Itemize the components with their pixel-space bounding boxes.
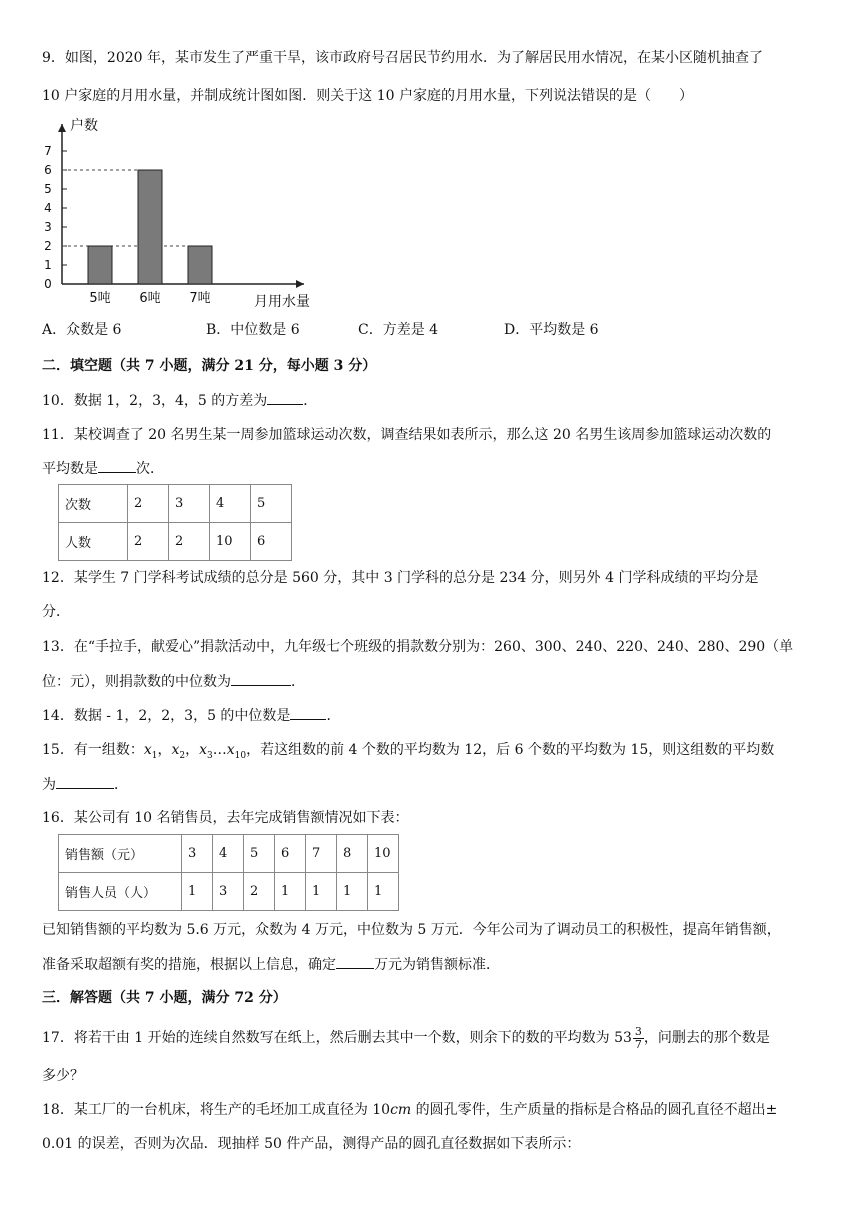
x-tick-label: 7吨 (189, 291, 211, 306)
q10-end: ． (303, 393, 318, 409)
y-tick-label: 2 (44, 239, 52, 253)
q9-option-c[interactable]: C．方差是 4 (358, 322, 439, 338)
q16-line2: 已知销售额的平均数为 5.6 万元，众数为 4 万元，中位数为 5 万元．今年公司为了调动员工的积极性，提高年销售额， (42, 922, 781, 938)
q11-table (58, 484, 292, 561)
q9-option-d[interactable]: D．平均数是 6 (504, 322, 599, 338)
q18-line2: 0.01 的误差，否则为次品．现抽样 50 件产品，测得产品的圆孔直径数据如下表所示： (42, 1136, 581, 1152)
table-cell: 销售人员（人） (59, 873, 182, 911)
q11-answer-blank (98, 458, 136, 473)
bar (88, 246, 112, 284)
q14-text: 14．数据 - 1，2，2，3，5 的中位数是 (42, 708, 291, 724)
q12-line1: 12．某学生 7 门学科考试成绩的总分是 560 分，其中 3 门学科的总分是 234 分，则另外 4 门学科成绩的平均分是 (42, 570, 759, 586)
x-axis-label: 月用水量 (254, 294, 310, 310)
q15-answer-blank (56, 774, 114, 789)
q11-line2-end: 次． (136, 461, 164, 477)
q18-start: 18．某工厂的一台机床，将生产的毛坯加工成直径为 10 (42, 1102, 391, 1118)
q11-line2 (42, 458, 164, 479)
q11-line1: 11．某校调查了 20 名男生某一周参加篮球运动次数，调查结果如表所示，那么这 20 名男生该周参加篮球运动次数的 (42, 427, 772, 443)
q15-start: 15．有一组数： (42, 742, 144, 758)
table-row (59, 835, 399, 873)
q16-line3-end: 万元为销售额标准． (374, 957, 500, 973)
q13-line2 (42, 671, 305, 692)
table-cell: 6 (275, 835, 306, 873)
q18-unit: cm (390, 1102, 412, 1118)
table-cell: 4 (213, 835, 244, 873)
q14 (42, 705, 340, 726)
fraction-numerator: 3 (634, 1024, 642, 1038)
q13-answer-blank (231, 671, 291, 686)
table-cell: 8 (337, 835, 368, 873)
q9-options (42, 320, 842, 340)
y-axis-arrow (58, 124, 66, 132)
mixed-fraction (633, 1026, 644, 1051)
table-cell: 2 (169, 523, 210, 561)
q15-line2-start: 为 (42, 777, 56, 793)
section2-title: 二．填空题（共 7 小题，满分 21 分，每小题 3 分） (42, 358, 377, 374)
x-axis-arrow (296, 280, 304, 288)
table-cell: 5 (251, 485, 292, 523)
table-cell: 1 (337, 873, 368, 911)
table-cell: 6 (251, 523, 292, 561)
x-tick-label: 6吨 (139, 291, 161, 306)
table-cell: 1 (368, 873, 399, 911)
table-cell: 2 (244, 873, 275, 911)
q10-text: 10．数据 1，2，3，4，5 的方差为 (42, 393, 268, 409)
q15-line2 (42, 774, 128, 795)
q17-start: 17．将若干由 1 开始的连续自然数写在纸上，然后删去其中一个数，则余下的数的平均数为 53 (42, 1030, 632, 1046)
q16-answer-blank (336, 954, 374, 969)
y-tick-label: 3 (44, 220, 52, 234)
table-cell: 次数 (59, 485, 128, 523)
y-tick-label: 4 (44, 201, 52, 215)
table-cell: 3 (169, 485, 210, 523)
q9-line1: 9．如图，2020 年，某市发生了严重干旱，该市政府号召居民节约用水．为了解居民用水情况，在某小区随机抽查了 (42, 50, 763, 66)
y-tick-label: 6 (44, 163, 52, 177)
q10-answer-blank (267, 390, 303, 405)
q9-line2: 10 户家庭的月用水量，并制成统计图如图．则关于这 10 户家庭的月用水量，下列说法错误的是（ ） (42, 88, 693, 104)
table-row (59, 523, 292, 561)
table-cell: 销售额（元） (59, 835, 182, 873)
table-cell: 3 (213, 873, 244, 911)
table-cell: 7 (306, 835, 337, 873)
q18-end: 的圆孔零件，生产质量的指标是合格品的圆孔直径不超出± (411, 1102, 778, 1118)
y-tick-label: 5 (44, 182, 52, 196)
q15-middle: ，若这组数的前 4 个数的平均数为 12，后 6 个数的平均数为 15，则这组数的平均数 (246, 742, 775, 758)
y-tick-label: 0 (44, 277, 52, 291)
table-cell: 5 (244, 835, 275, 873)
table-cell: 10 (210, 523, 251, 561)
q9-option-b[interactable]: B．中位数是 6 (206, 322, 300, 338)
bar (188, 246, 212, 284)
q15-line1: 15．有一组数：$x_1$，$x_2$，$x_3\dots x_{10}$，若这组数的前 4 个数的平均数为 12，后 6 个数的平均数为 15，则这组数的平均数 (42, 742, 775, 761)
y-tick-label: 7 (44, 144, 52, 158)
table-cell: 3 (182, 835, 213, 873)
table-row (59, 873, 399, 911)
q15-line2-end: ． (114, 777, 128, 793)
q11-line2-start: 平均数是 (42, 461, 98, 477)
x-tick-label: 5吨 (89, 291, 111, 306)
table-cell: 10 (368, 835, 399, 873)
table-cell: 1 (306, 873, 337, 911)
q16-line3 (42, 954, 500, 975)
table-cell: 1 (182, 873, 213, 911)
q15-var: x (143, 742, 152, 758)
y-axis-label: 户数 (70, 118, 98, 134)
q13-line1: 13．在“手拉手，献爱心”捐款活动中，九年级七个班级的捐款数分别为：260、300、240、220、240、280、290（单 (42, 639, 794, 655)
q17-end: ，问删去的那个数是 (643, 1030, 770, 1046)
section3-title: 三．解答题（共 7 小题，满分 72 分） (42, 990, 287, 1006)
water-usage-bar-chart (36, 112, 336, 312)
q16-line1: 16．某公司有 10 名销售员，去年完成销售额情况如下表： (42, 810, 409, 826)
y-tick-label: 1 (44, 258, 52, 272)
fraction-denominator: 7 (634, 1037, 642, 1051)
q18-line1 (42, 1100, 777, 1120)
q10 (42, 390, 317, 411)
q16-line3-start: 准备采取超额有奖的措施，根据以上信息，确定 (42, 957, 336, 973)
q14-end: ． (326, 708, 341, 724)
q9-option-a[interactable]: A．众数是 6 (42, 322, 122, 338)
table-cell: 人数 (59, 523, 128, 561)
table-cell: 1 (275, 873, 306, 911)
q17-line1 (42, 1024, 770, 1052)
bar (138, 170, 162, 284)
table-cell: 2 (128, 523, 169, 561)
q17-line2: 多少？ (42, 1068, 84, 1084)
q16-table (58, 834, 399, 911)
table-row (59, 485, 292, 523)
q13-line2-start: 位：元），则捐款数的中位数为 (42, 674, 231, 690)
q12-line2: 分． (42, 604, 70, 620)
q14-answer-blank (290, 705, 326, 720)
table-cell: 2 (128, 485, 169, 523)
table-cell: 4 (210, 485, 251, 523)
q13-line2-end: ． (291, 674, 305, 690)
